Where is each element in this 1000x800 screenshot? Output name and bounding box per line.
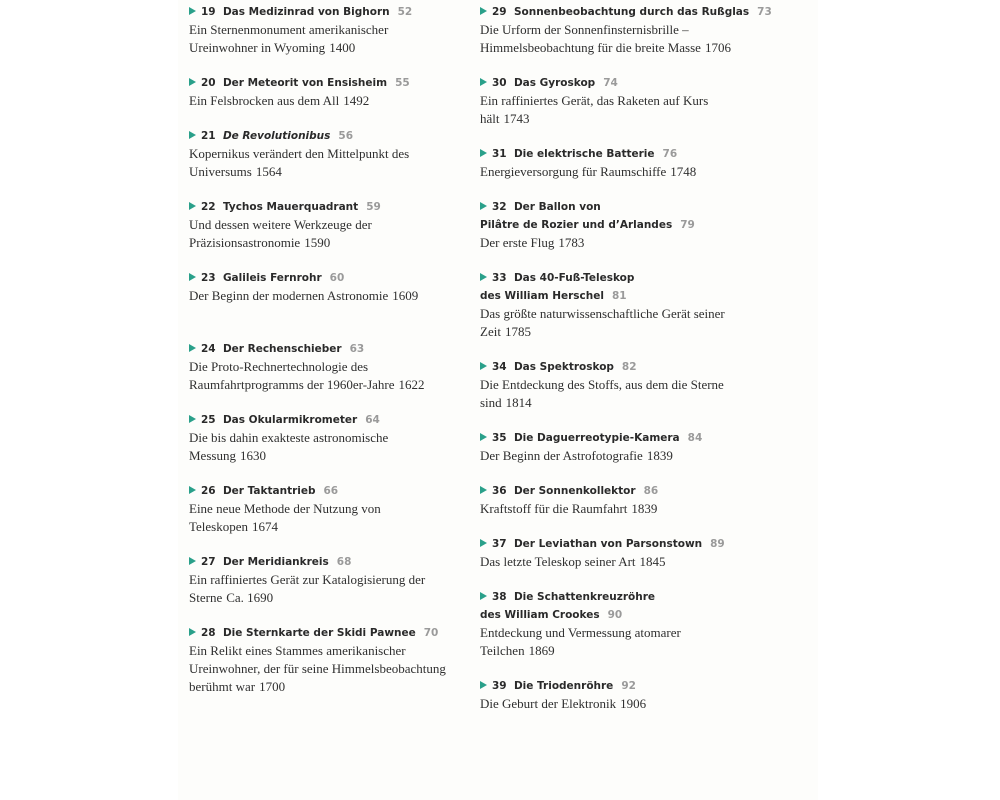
entry-description: Ein Felsbrocken aus dem All 1492 [189,93,370,108]
triangle-bullet-icon [189,202,196,210]
entry-description: Entdeckung und Vermessung atomarer Teilchen 1869 [480,625,681,658]
entry-year: 1814 [505,395,532,410]
entry-heading-continued [480,287,740,305]
toc-entry [480,535,740,571]
entry-year: 1869 [528,643,555,658]
toc-entry [189,3,449,57]
toc-entry [189,411,449,465]
entry-description: Ein raffiniertes Gerät zur Katalogisierung der Sterne Ca. 1690 [189,572,426,605]
entry-heading [189,340,449,358]
entry-year: 1564 [255,164,282,179]
entry-title: Die Schattenkreuzröhre [513,591,656,603]
triangle-bullet-icon [480,486,487,494]
page-number: 74 [603,77,618,89]
entry-heading [480,482,740,500]
entry-heading [189,411,449,429]
entry-year: 1743 [503,111,530,126]
entry-heading [480,429,740,447]
entry-heading [480,535,740,553]
toc-entry [480,482,740,518]
entry-title: Das 40-Fuß-Teleskop [513,272,635,284]
entry-number: 21 [201,130,216,142]
entry-title: Die Triodenröhre [513,680,614,692]
entry-number: 29 [492,6,507,18]
entry-title: Der Meridiankreis [222,556,329,568]
triangle-bullet-icon [189,131,196,139]
page-number: 63 [349,343,365,355]
page-number: 73 [757,6,772,18]
entry-number: 19 [201,6,216,18]
entry-year: 1748 [670,164,697,179]
page-number: 86 [643,485,659,497]
page-number: 66 [323,485,339,497]
entry-year: 1845 [639,554,666,569]
page-number: 56 [338,130,354,142]
entry-heading [480,3,772,21]
toc-entry [189,198,449,252]
page-number: 70 [423,627,439,639]
entry-heading [480,74,740,92]
page-number: 90 [607,609,623,621]
toc-entry [480,3,772,57]
entry-heading [189,269,449,287]
entry-heading [189,198,449,216]
toc-entry [480,145,740,181]
page-number: 89 [710,538,725,550]
page-number: 68 [336,556,352,568]
toc-entry [480,74,740,128]
entry-year: 1590 [304,235,331,250]
page-number: 92 [621,680,636,692]
entry-heading [480,269,740,287]
entry-description: Der Beginn der modernen Astronomie 1609 [189,288,419,303]
entry-title: Die elektrische Batterie [513,148,655,160]
entry-year: 1609 [392,288,419,303]
entry-heading [189,127,449,145]
page-number: 79 [680,219,695,231]
entry-year: 1706 [704,40,731,55]
entry-title: Sonnenbeobachtung durch das Rußglas [513,6,750,18]
entry-number: 32 [492,201,507,213]
triangle-bullet-icon [480,7,487,15]
entry-title-line2: Pilâtre de Rozier und d’Arlandes [480,219,673,231]
toc-entry [189,127,449,181]
entry-description: Die Proto-Rechnertechnologie des Raumfahrtprogramms der 1960er-Jahre 1622 [189,359,425,392]
toc-entry [189,340,449,394]
page-number: 76 [662,148,678,160]
entry-title-line2: des William Crookes [480,609,600,621]
entry-number: 31 [492,148,507,160]
page-number: 55 [395,77,410,89]
page-number: 60 [329,272,345,284]
entry-year: 1492 [343,93,370,108]
entry-year: 1906 [620,696,647,711]
triangle-bullet-icon [189,273,196,281]
entry-number: 38 [492,591,507,603]
entry-heading [189,3,449,21]
entry-title: Tychos Mauerquadrant [222,201,359,213]
entry-number: 28 [201,627,216,639]
entry-description: Kraftstoff für die Raumfahrt 1839 [480,501,658,516]
entry-title: Der Ballon von [513,201,601,213]
entry-year: 1700 [259,679,286,694]
entry-description: Das letzte Teleskop seiner Art 1845 [480,554,666,569]
entry-heading-continued [480,216,740,234]
entry-heading-continued [480,606,740,624]
entry-number: 22 [201,201,216,213]
entry-title: De Revolutionibus [222,130,331,142]
page-number: 82 [621,361,637,373]
toc-entry [480,429,740,465]
toc-entry [189,74,449,110]
page-number: 84 [687,432,703,444]
entry-heading [189,74,449,92]
entry-number: 30 [492,77,507,89]
entry-year: 1783 [558,235,585,250]
toc-entry [189,269,449,305]
toc-entry [189,624,449,696]
toc-entry [480,269,740,341]
entry-number: 27 [201,556,216,568]
entry-title: Das Okularmikrometer [222,414,358,426]
triangle-bullet-icon [480,681,487,689]
entry-title: Der Sonnenkollektor [513,485,636,497]
entry-number: 33 [492,272,507,284]
toc-entry [480,588,740,660]
triangle-bullet-icon [189,628,196,636]
entry-description: Die Urform der Sonnenfinsternisbrille – Himmelsbeobachtung für die breite Masse 1706 [480,22,731,55]
entry-number: 37 [492,538,507,550]
page-number: 81 [611,290,627,302]
entry-title: Das Spektroskop [513,361,614,373]
entry-title: Das Gyroskop [513,77,596,89]
page-number: 59 [366,201,381,213]
entry-description: Ein Sternenmonument amerikanischer Ureinwohner in Wyoming 1400 [189,22,389,55]
triangle-bullet-icon [189,344,196,352]
entry-number: 36 [492,485,507,497]
entry-number: 23 [201,272,216,284]
entry-year: 1674 [252,519,279,534]
entry-heading [480,677,740,695]
toc-entry [189,482,449,536]
triangle-bullet-icon [189,7,196,15]
entry-year: Ca. 1690 [226,590,274,605]
entry-title: Der Taktantrieb [222,485,316,497]
entry-title: Der Leviathan von Parsonstown [513,538,703,550]
entry-heading [480,198,740,216]
triangle-bullet-icon [480,273,487,281]
triangle-bullet-icon [480,202,487,210]
entry-year: 1839 [646,448,673,463]
entry-description: Der erste Flug 1783 [480,235,585,250]
entry-heading [189,553,449,571]
entry-number: 25 [201,414,216,426]
triangle-bullet-icon [480,433,487,441]
entry-number: 24 [201,343,216,355]
entry-number: 26 [201,485,216,497]
entry-heading [480,588,740,606]
entry-title: Die Daguerreotypie-Kamera [513,432,680,444]
entry-year: 1622 [398,377,425,392]
entry-year: 1400 [329,40,356,55]
entry-number: 20 [201,77,216,89]
entry-heading [189,624,449,642]
entry-title-line2: des William Herschel [480,290,604,302]
entry-description: Eine neue Methode der Nutzung von Teleskopen 1674 [189,501,381,534]
entry-description: Energieversorgung für Raumschiffe 1748 [480,164,697,179]
entry-description: Kopernikus verändert den Mittelpunkt des Universums 1564 [189,146,410,179]
triangle-bullet-icon [189,415,196,423]
triangle-bullet-icon [189,557,196,565]
entry-title: Galileis Fernrohr [222,272,322,284]
triangle-bullet-icon [480,539,487,547]
entry-year: 1839 [631,501,658,516]
triangle-bullet-icon [480,78,487,86]
triangle-bullet-icon [189,486,196,494]
toc-entry [189,553,449,607]
entry-description: Ein Relikt eines Stammes amerikanischer Ureinwohner, der für seine Himmelsbeobachtung berühmt war 1700 [189,643,446,694]
triangle-bullet-icon [480,592,487,600]
entry-number: 34 [492,361,507,373]
entry-number: 35 [492,432,507,444]
entry-heading [480,358,740,376]
entry-description: Die Entdeckung des Stoffs, aus dem die Sterne sind 1814 [480,377,724,410]
page-number: 52 [397,6,413,18]
triangle-bullet-icon [480,149,487,157]
entry-description: Die Geburt der Elektronik 1906 [480,696,647,711]
entry-number: 39 [492,680,507,692]
triangle-bullet-icon [480,362,487,370]
entry-title: Der Meteorit von Ensisheim [222,77,388,89]
toc-entry [480,677,740,713]
entry-description: Der Beginn der Astrofotografie 1839 [480,448,673,463]
entry-year: 1785 [504,324,531,339]
entry-title: Der Rechenschieber [222,343,342,355]
entry-heading [189,482,449,500]
toc-entry [480,358,740,412]
entry-title: Das Medizinrad von Bighorn [222,6,390,18]
entry-description: Und dessen weitere Werkzeuge der Präzisionsastronomie 1590 [189,217,372,250]
entry-heading [480,145,740,163]
triangle-bullet-icon [189,78,196,86]
entry-year: 1630 [239,448,266,463]
entry-description: Die bis dahin exakteste astronomische Messung 1630 [189,430,389,463]
entry-title: Die Sternkarte der Skidi Pawnee [222,627,416,639]
entry-description: Das größte naturwissenschaftliche Gerät seiner Zeit 1785 [480,306,725,339]
toc-entry [480,198,740,252]
page-number: 64 [365,414,380,426]
entry-description: Ein raffiniertes Gerät, das Raketen auf Kurs hält 1743 [480,93,709,126]
